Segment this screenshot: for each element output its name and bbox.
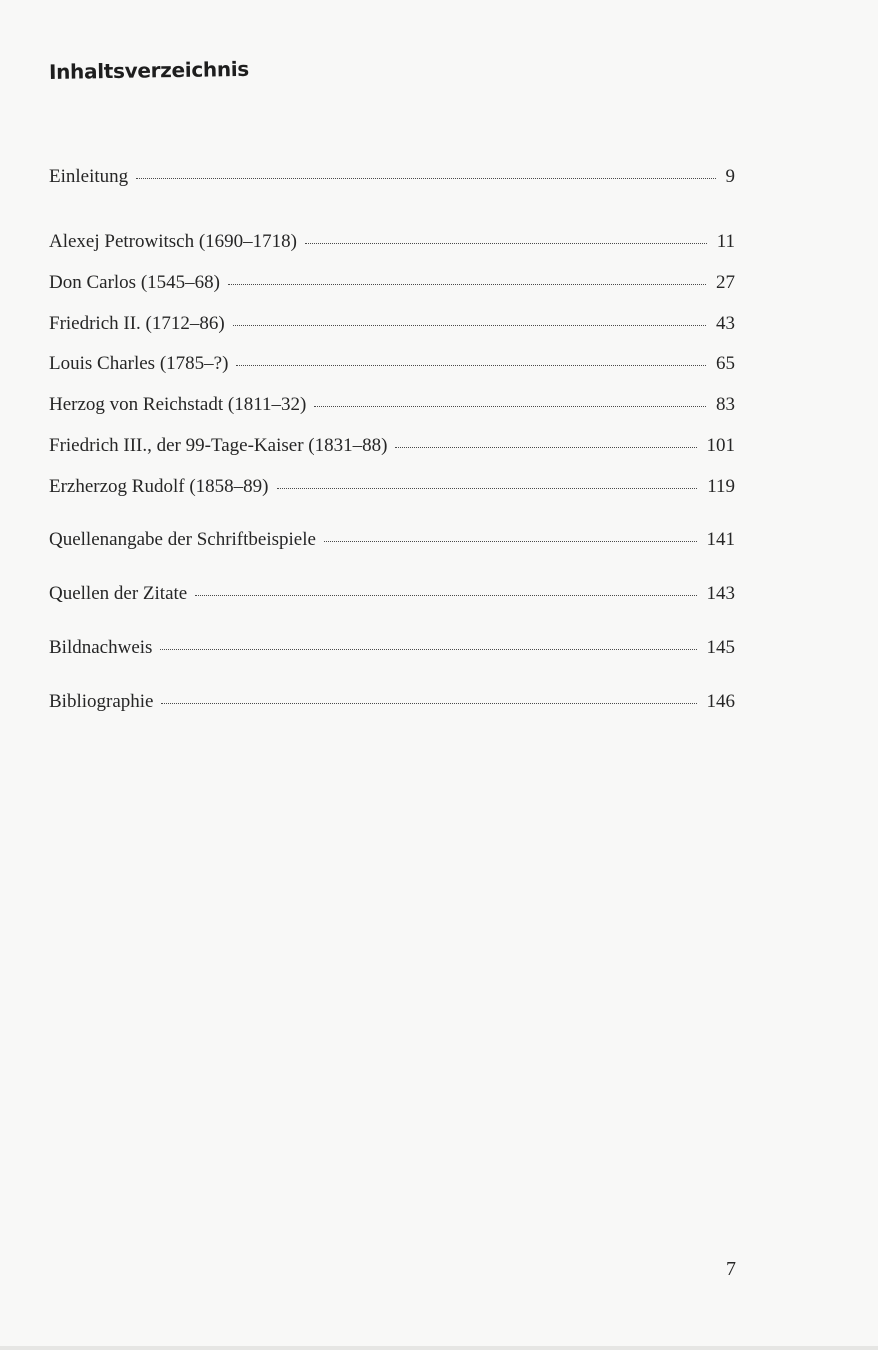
toc-entry-page: 141 (706, 529, 735, 550)
toc-entry-page: 83 (716, 394, 735, 415)
toc-entry-page: 119 (707, 476, 735, 497)
toc-entry-title: Einleitung (49, 166, 129, 187)
toc-entry (49, 529, 735, 551)
dot-leader (314, 406, 706, 407)
toc-entry-title: Friedrich II. (1712–86) (49, 313, 225, 334)
dot-leader (195, 595, 696, 596)
table-of-contents (49, 0, 735, 1350)
toc-entry-page: 27 (716, 272, 735, 293)
toc-entry-page: 9 (725, 166, 735, 187)
toc-entry-page: 11 (716, 231, 735, 252)
page-number: 7 (726, 1258, 736, 1280)
dot-leader (228, 284, 706, 285)
toc-entry-page: 43 (716, 313, 735, 334)
dot-leader (161, 703, 696, 704)
toc-entry (49, 272, 735, 294)
dot-leader (136, 178, 715, 179)
toc-entry (49, 313, 735, 335)
toc-entry (49, 231, 735, 253)
toc-entry-title: Herzog von Reichstadt (1811–32) (49, 394, 307, 415)
toc-entry-title: Friedrich III., der 99-Tage-Kaiser (1831–88) (49, 435, 388, 456)
dot-leader (236, 365, 706, 366)
toc-entry-title: Louis Charles (1785–?) (49, 353, 229, 374)
toc-entry (49, 691, 735, 713)
page-edge (0, 1346, 878, 1350)
toc-entry-page: 101 (706, 435, 735, 456)
toc-entry (49, 353, 735, 375)
toc-entry (49, 583, 735, 605)
toc-entry-page: 65 (716, 353, 735, 374)
toc-entry-title: Quellenangabe der Schriftbeispiele (49, 529, 316, 550)
dot-leader (277, 488, 698, 489)
dot-leader (324, 541, 697, 542)
dot-leader (395, 447, 696, 448)
dot-leader (160, 649, 696, 650)
toc-entry-title: Quellen der Zitate (49, 583, 188, 604)
toc-entry (49, 476, 735, 498)
toc-entry (49, 166, 735, 188)
dot-leader (305, 243, 707, 244)
toc-entry (49, 394, 735, 416)
toc-entry-title: Don Carlos (1545–68) (49, 272, 220, 293)
page-title: Inhaltsverzeichnis (48, 56, 250, 84)
toc-entry-page: 146 (706, 691, 735, 712)
dot-leader (233, 325, 706, 326)
toc-entry (49, 435, 735, 457)
toc-entry-page: 143 (706, 583, 735, 604)
toc-entry (49, 637, 735, 659)
toc-entry-title: Bildnachweis (49, 637, 153, 658)
toc-entry-title: Alexej Petrowitsch (1690–1718) (49, 231, 298, 252)
toc-entry-title: Erzherzog Rudolf (1858–89) (49, 476, 269, 497)
toc-entry-title: Bibliographie (49, 691, 154, 712)
toc-entry-page: 145 (706, 637, 735, 658)
